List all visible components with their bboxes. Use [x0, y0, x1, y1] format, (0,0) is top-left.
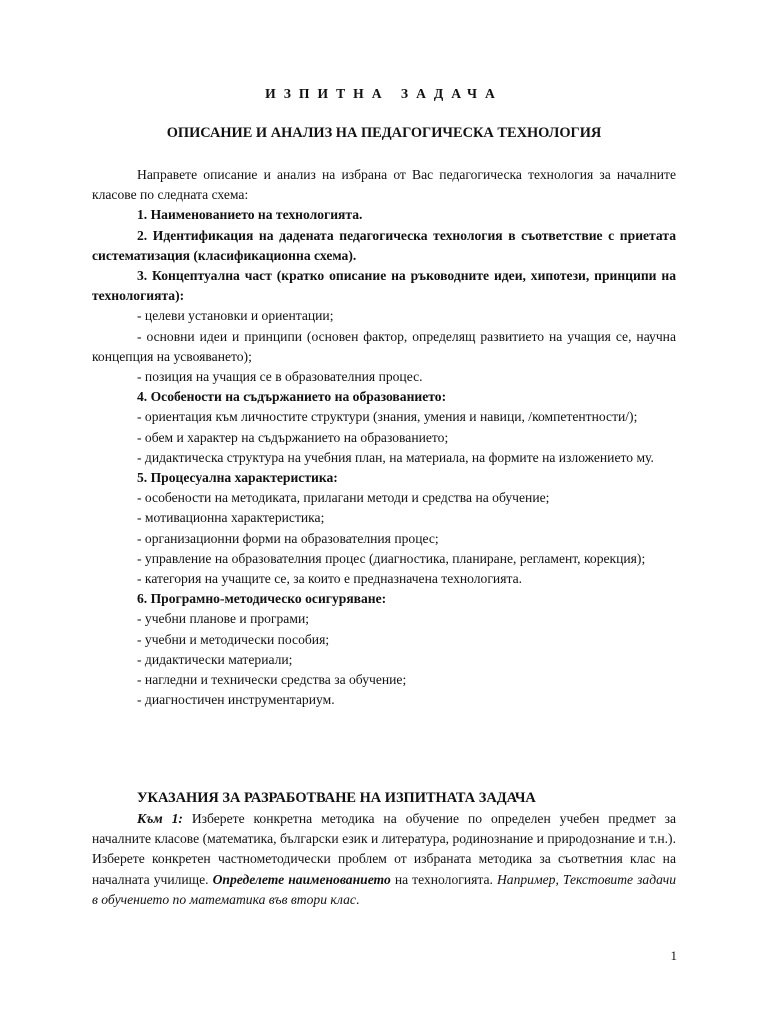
scheme-item-3: 3. Концептуална част (кратко описание на ръководните идеи, хипотези, принципи на технологията):: [92, 268, 676, 304]
scheme-item-4: 4. Особености на съдържанието на образованието:: [137, 389, 447, 405]
scheme-item-1: 1. Наименованието на технологията.: [137, 207, 363, 223]
instructions-title: УКАЗАНИЯ ЗА РАЗРАБОТВАНЕ НА ИЗПИТНАТА ЗАДАЧА: [137, 790, 536, 806]
scheme-4-subitem: - ориентация към личностите структури (знания, умения и навици, /компетентности/);: [137, 409, 638, 425]
scheme-3-subitem: - основни идеи и принципи (основен фактор, определящ развитието на учащия се, научна концепция на усвояването);: [92, 328, 676, 364]
page-number: 1: [670, 948, 677, 963]
k1-end: .: [355, 891, 360, 907]
scheme-section: [92, 165, 676, 710]
k1-text-2: на технологията.: [390, 871, 497, 887]
scheme-3-subitem: - целеви установки и ориентации;: [137, 308, 334, 324]
scheme-5-subitem: - организационни форми на образователния процес;: [137, 530, 439, 546]
scheme-3-subitem: - позиция на учащия се в образователния процес.: [137, 369, 423, 385]
scheme-6-subitem: - дидактически материали;: [137, 651, 293, 667]
scheme-5-subitem: - категория на учащите се, за които е предназначена технологията.: [137, 571, 522, 587]
instructions-section: [92, 790, 676, 910]
instructions-paragraph-1: [92, 809, 676, 910]
document-subtitle: ОПИСАНИЕ И АНАЛИЗ НА ПЕДАГОГИЧЕСКА ТЕХНОЛОГИЯ: [166, 125, 602, 141]
scheme-6-subitem: - учебни и методически пособия;: [137, 631, 330, 647]
k1-example: Например, Текстовите задачи в обучението по математика във втори клас: [92, 871, 676, 907]
scheme-item-2: 2. Идентификация на дадената педагогическа технология в съответствие с приетата систематизация (класификационна схема).: [92, 227, 676, 263]
scheme-item-5: 5. Процесуална характеристика:: [137, 470, 338, 486]
scheme-6-subitem: - нагледни и технически средства за обучение;: [137, 672, 407, 688]
scheme-6-subitem: - диагностичен инструментариум.: [137, 692, 335, 708]
scheme-5-subitem: - особености на методиката, прилагани методи и средства на обучение;: [137, 490, 550, 506]
scheme-4-subitem: - обем и характер на съдържанието на образованието;: [137, 429, 449, 445]
scheme-5-subitem: - управление на образователния процес (диагностика, планиране, регламент, корекция);: [137, 550, 646, 566]
scheme-6-subitem: - учебни планове и програми;: [137, 611, 309, 627]
document-title: ИЗПИТНА ЗАДАЧА: [265, 86, 503, 101]
k1-text: Изберете конкретна методика на обучение по определен учебен предмет за началните класове (математика, български език и литература, родинознание и природознание и т.н.). Изберете конкретен частнометодически проблем от избраната методика за съответния клас на началната училище.: [92, 811, 677, 887]
scheme-4-subitem: - дидактическа структура на учебния план, на материала, на формите на изложението му.: [137, 449, 654, 465]
k1-label: Към 1:: [137, 811, 183, 826]
scheme-item-6: 6. Програмно-методическо осигуряване:: [137, 591, 387, 607]
intro-paragraph: Направете описание и анализ на избрана от Вас педагогическа технология за началните класове по следната схема:: [92, 167, 676, 203]
k1-bold-text: Определете наименованието: [212, 871, 391, 887]
scheme-5-subitem: - мотивационна характеристика;: [137, 510, 325, 526]
